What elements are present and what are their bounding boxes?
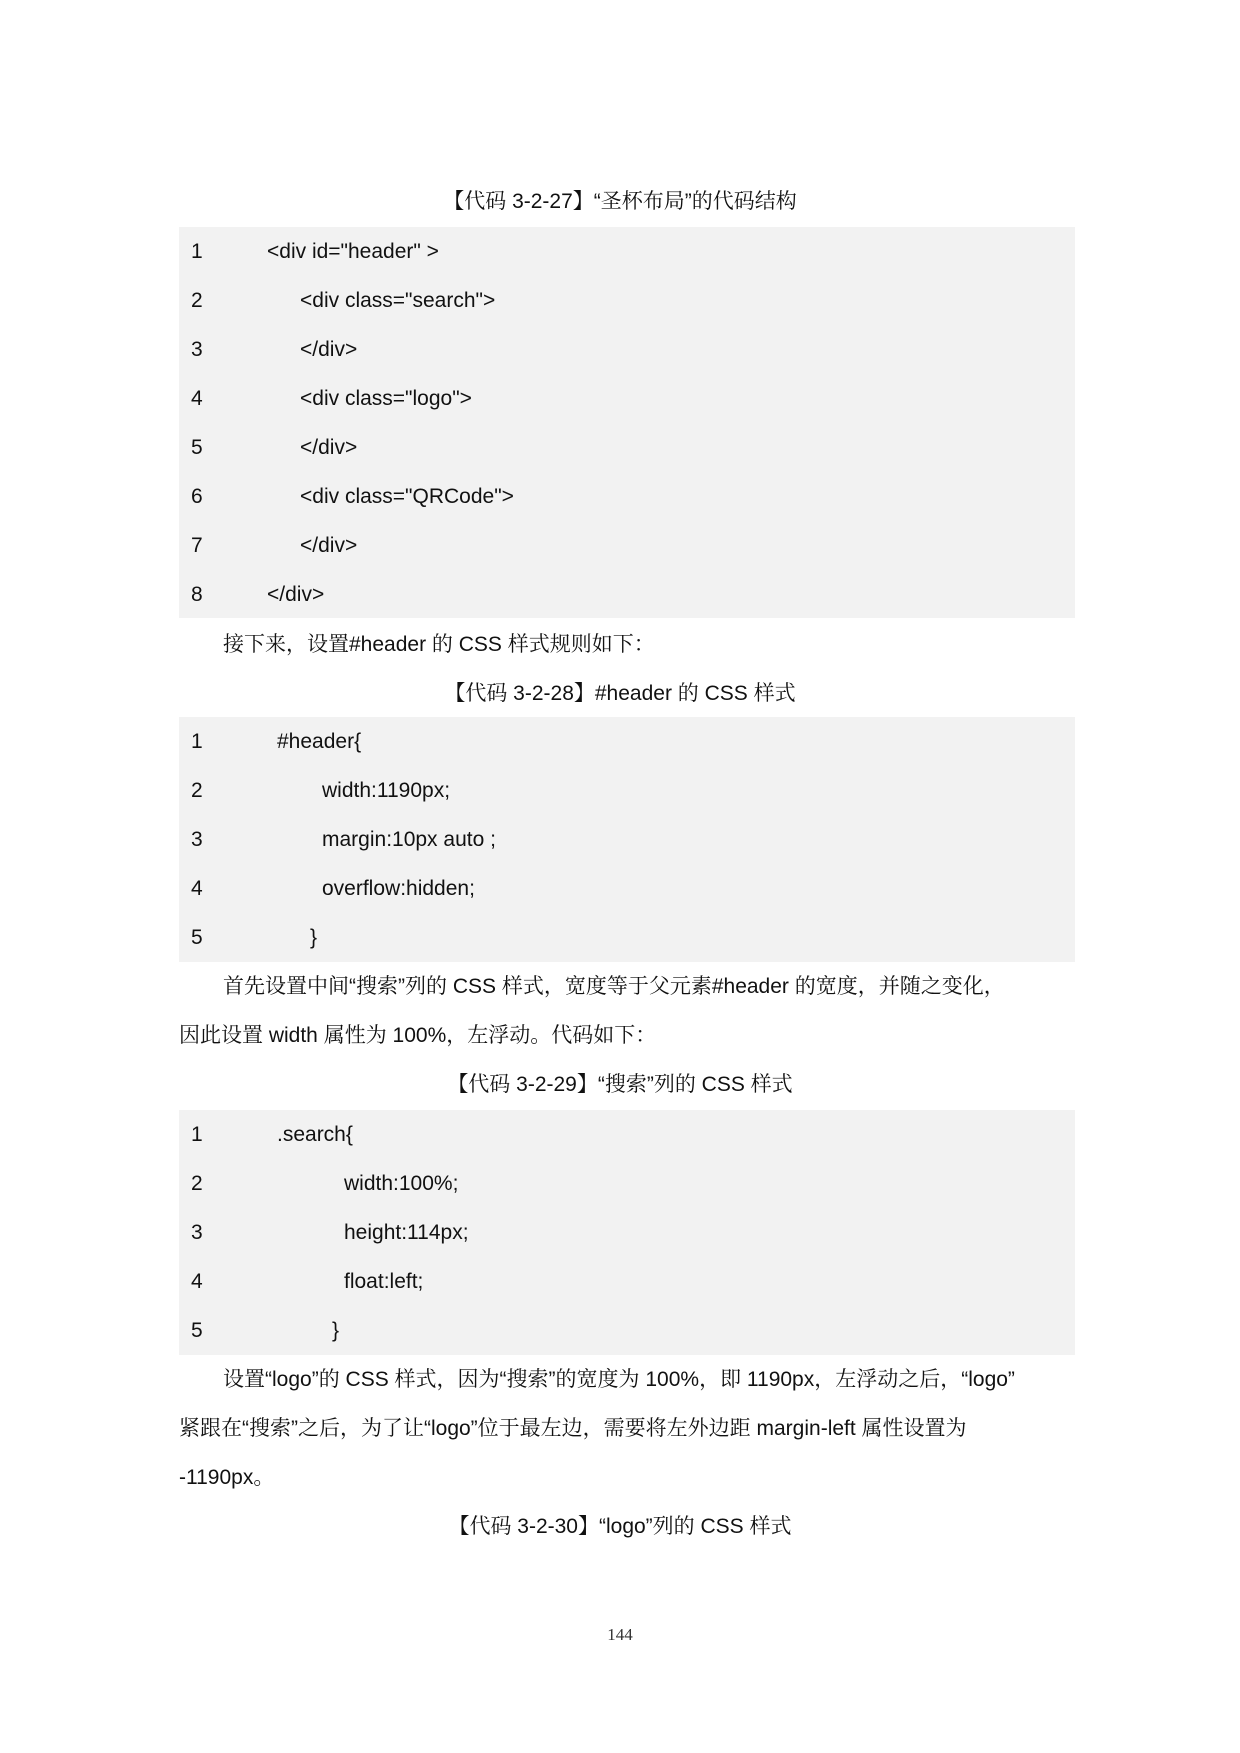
code-line <box>179 1208 1075 1257</box>
code-line <box>179 864 1075 913</box>
code-line <box>179 472 1075 521</box>
paragraph-search-line-2: 因此设置 width 属性为 100%，左浮动。代码如下： <box>179 1024 657 1047</box>
code-block-3-2-27 <box>179 227 1075 618</box>
code-text: } <box>310 926 318 949</box>
line-number: 6 <box>191 485 203 508</box>
paragraph-logo-line-1: 设置“logo”的 CSS 样式，因为“搜索”的宽度为 100%，即 1190px，左浮动之后，“logo” <box>223 1368 1015 1391</box>
code-text: width:100%; <box>344 1172 459 1195</box>
code-text: #header{ <box>277 730 362 753</box>
code-text: <div class="logo"> <box>300 387 472 410</box>
caption-code-3-2-30: 【代码 3-2-30】“logo”列的 CSS 样式 <box>448 1515 792 1538</box>
line-number: 2 <box>191 289 203 312</box>
line-number: 4 <box>191 387 203 410</box>
code-line <box>179 913 1075 962</box>
code-line <box>179 717 1075 766</box>
code-text: </div> <box>267 583 325 606</box>
code-line <box>179 521 1075 570</box>
code-text: <div class="search"> <box>300 289 496 312</box>
paragraph-header-intro: 接下来，设置#header 的 CSS 样式规则如下： <box>223 633 655 656</box>
line-number: 5 <box>191 926 203 949</box>
code-text: } <box>332 1319 340 1342</box>
code-text: <div id="header" > <box>267 240 439 263</box>
code-line <box>179 374 1075 423</box>
paragraph-search-line-1: 首先设置中间“搜索”列的 CSS 样式，宽度等于父元素#header 的宽度，并随之变化， <box>223 975 1005 998</box>
code-text: float:left; <box>344 1270 424 1293</box>
paragraph-logo-line-2: 紧跟在“搜索”之后，为了让“logo”位于最左边，需要将左外边距 margin-left 属性设置为 <box>179 1417 967 1440</box>
line-number: 2 <box>191 1172 203 1195</box>
caption-code-3-2-28: 【代码 3-2-28】#header 的 CSS 样式 <box>444 682 796 705</box>
line-number: 3 <box>191 828 203 851</box>
code-line <box>179 1110 1075 1159</box>
code-text: </div> <box>300 534 358 557</box>
line-number: 8 <box>191 583 203 606</box>
line-number: 5 <box>191 436 203 459</box>
code-line <box>179 570 1075 619</box>
line-number: 1 <box>191 240 203 263</box>
code-line <box>179 325 1075 374</box>
paragraph-logo-line-3: -1190px。 <box>179 1466 275 1489</box>
code-text: <div class="QRCode"> <box>300 485 514 508</box>
caption-code-3-2-27: 【代码 3-2-27】“圣杯布局”的代码结构 <box>443 190 797 213</box>
line-number: 4 <box>191 1270 203 1293</box>
line-number: 1 <box>191 1123 203 1146</box>
code-line <box>179 276 1075 325</box>
code-text: margin:10px auto ; <box>322 828 496 851</box>
code-line <box>179 1306 1075 1355</box>
page-number: 144 <box>607 1625 633 1644</box>
line-number: 1 <box>191 730 203 753</box>
line-number: 2 <box>191 779 203 802</box>
caption-code-3-2-29: 【代码 3-2-29】“搜索”列的 CSS 样式 <box>447 1073 793 1096</box>
code-text: overflow:hidden; <box>322 877 475 900</box>
line-number: 4 <box>191 877 203 900</box>
code-line <box>179 815 1075 864</box>
code-line <box>179 1159 1075 1208</box>
code-text: </div> <box>300 338 358 361</box>
code-block-3-2-29 <box>179 1110 1075 1355</box>
code-line <box>179 423 1075 472</box>
code-text: width:1190px; <box>322 779 451 802</box>
code-line <box>179 1257 1075 1306</box>
line-number: 3 <box>191 1221 203 1244</box>
line-number: 3 <box>191 338 203 361</box>
code-block-3-2-28 <box>179 717 1075 962</box>
code-text: height:114px; <box>344 1221 469 1244</box>
line-number: 5 <box>191 1319 203 1342</box>
line-number: 7 <box>191 534 203 557</box>
code-line <box>179 227 1075 276</box>
code-text: .search{ <box>277 1123 353 1146</box>
code-text: </div> <box>300 436 358 459</box>
code-line <box>179 766 1075 815</box>
